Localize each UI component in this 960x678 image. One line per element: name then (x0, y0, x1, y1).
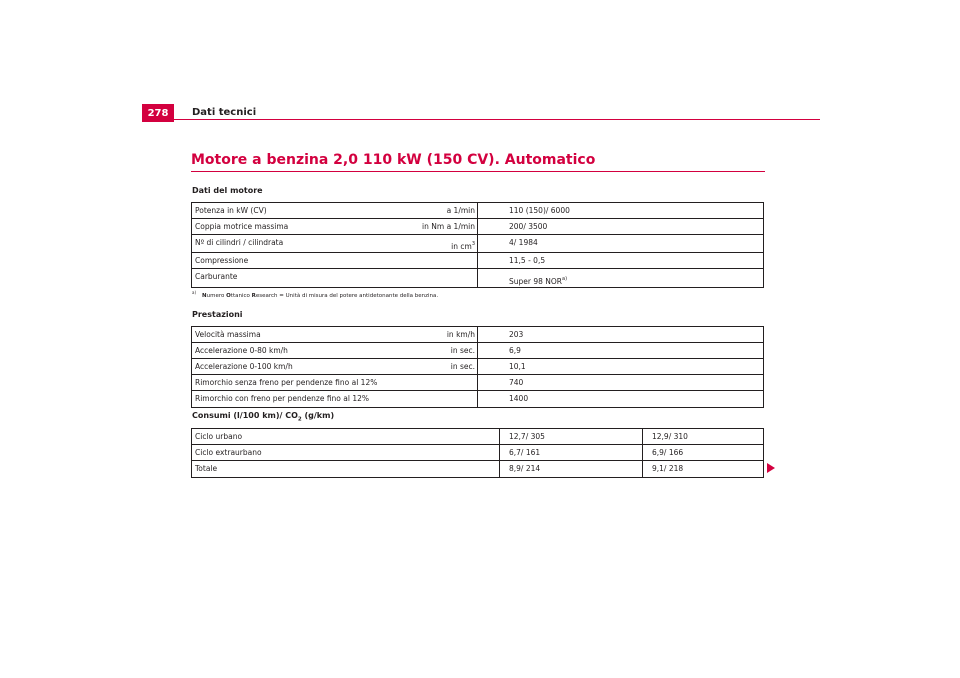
title-rule (191, 171, 765, 172)
engine-heading: Dati del motore (192, 186, 263, 195)
row-value: 12,9/ 310 (652, 432, 688, 441)
row-value: 9,1/ 218 (652, 464, 684, 473)
table-row (192, 269, 763, 287)
footnote-text: umero (206, 293, 227, 299)
unit-text: in cm (451, 242, 472, 251)
row-value: 11,5 - 0,5 (509, 256, 546, 265)
row-label: Ciclo extraurbano (195, 448, 262, 457)
footnote-initial: R (251, 293, 256, 299)
row-unit: in sec. (450, 362, 475, 371)
row-value: 4/ 1984 (509, 238, 538, 247)
table-row (192, 445, 763, 461)
table-row (192, 235, 763, 253)
row-value: 10,1 (509, 362, 526, 371)
engine-table (191, 202, 764, 288)
performance-heading: Prestazioni (192, 310, 243, 319)
row-value: 8,9/ 214 (509, 464, 541, 473)
footnote (192, 290, 438, 299)
row-label: Totale (195, 464, 218, 473)
header-rule (174, 119, 820, 120)
row-label: Compressione (195, 256, 249, 265)
table-row (192, 253, 763, 269)
row-unit: in sec. (450, 346, 475, 355)
page-number: 278 (142, 104, 174, 122)
row-unit: in km/h (446, 330, 475, 339)
row-label: Ciclo urbano (195, 432, 243, 441)
table-row (192, 391, 763, 407)
value-footnote-ref: a) (562, 276, 568, 282)
row-label: Carburante (195, 272, 238, 281)
row-label: Potenza in kW (CV) (195, 206, 267, 215)
heading-subscript: 2 (297, 416, 302, 423)
row-unit: in Nm a 1/min (422, 222, 475, 231)
table-row (192, 203, 763, 219)
row-label: Velocità massima (195, 330, 261, 339)
value-text: Super 98 NOR (509, 277, 563, 286)
table-row (192, 343, 763, 359)
section-title: Dati tecnici (192, 107, 257, 118)
row-value: 203 (509, 330, 524, 339)
heading-text: Consumi (l/100 km)/ CO (192, 411, 298, 420)
row-label: Coppia motrice massima (195, 222, 289, 231)
row-value: 6,9 (509, 346, 521, 355)
table-row (192, 219, 763, 235)
page-title: Motore a benzina 2,0 110 kW (150 CV). Automatico (191, 152, 596, 168)
row-value: 12,7/ 305 (509, 432, 545, 441)
row-value: 200/ 3500 (509, 222, 548, 231)
performance-table (191, 326, 764, 408)
row-value (509, 272, 567, 289)
footnote-text: ttanico (230, 293, 252, 299)
footnote-initial: O (226, 293, 231, 299)
row-label: Rimorchio con freno per pendenze fino al 12% (195, 394, 370, 403)
row-label: Accelerazione 0-80 km/h (195, 346, 288, 355)
table-row (192, 429, 763, 445)
row-label: Nº di cilindri / cilindrata (195, 238, 284, 247)
row-value: 6,7/ 161 (509, 448, 541, 457)
row-value: 6,9/ 166 (652, 448, 684, 457)
row-value: 740 (509, 378, 524, 387)
row-unit (451, 237, 475, 254)
unit-superscript: 3 (471, 241, 475, 247)
footnote-initial: N (202, 293, 207, 299)
row-label: Accelerazione 0-100 km/h (195, 362, 293, 371)
row-value: 1400 (509, 394, 529, 403)
next-page-arrow-icon (767, 463, 775, 473)
table-row (192, 359, 763, 375)
consumption-table (191, 428, 764, 478)
table-row (192, 375, 763, 391)
table-row (192, 327, 763, 343)
footnote-marker: a) (192, 290, 197, 295)
row-unit: a 1/min (446, 206, 475, 215)
row-label: Rimorchio senza freno per pendenze fino al 12% (195, 378, 378, 387)
row-value: 110 (150)/ 6000 (509, 206, 570, 215)
heading-text: (g/km) (301, 411, 335, 420)
footnote-text: esearch = Unità di misura del potere antidetonante della benzina. (255, 293, 439, 299)
consumption-heading (192, 411, 334, 423)
table-row (192, 461, 763, 477)
